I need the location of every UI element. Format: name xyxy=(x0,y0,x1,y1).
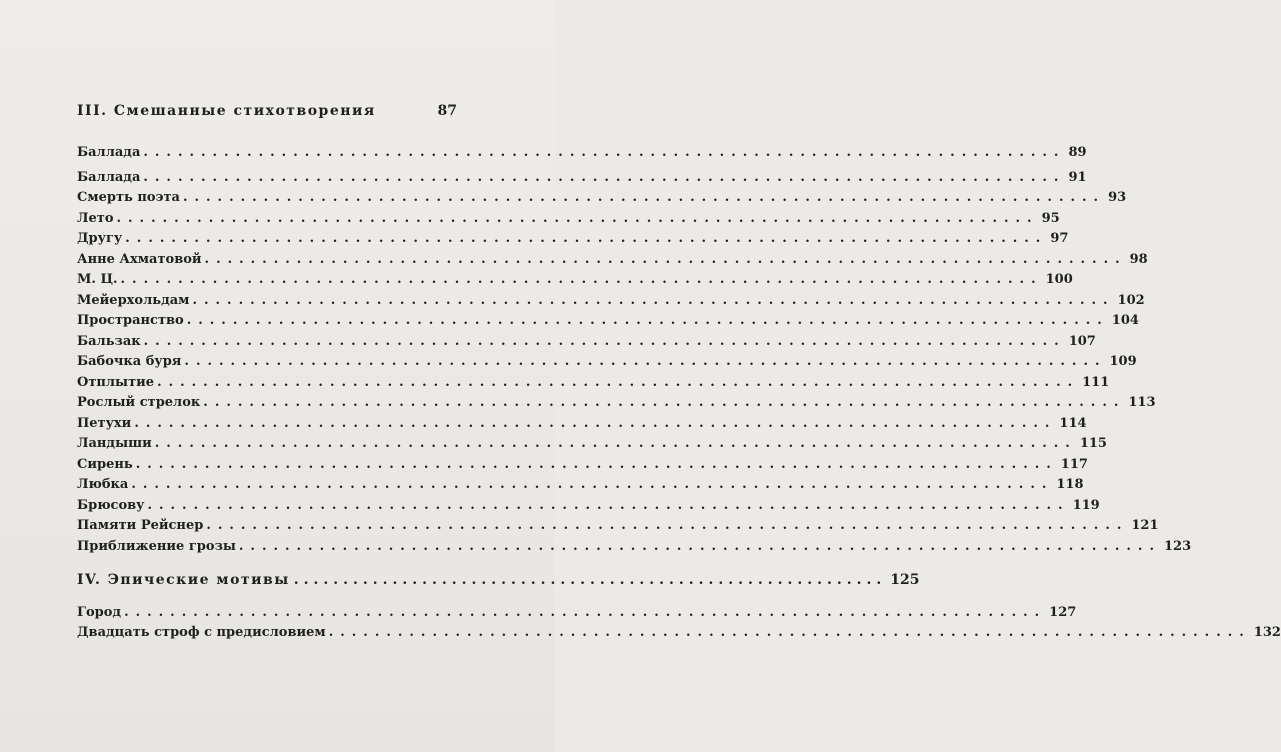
entry-title: Ландыши xyxy=(77,436,152,451)
dot-leader: ................................................................................ xyxy=(154,436,1077,451)
dot-leader: ................................................................................ xyxy=(143,334,1066,349)
entry-title: Памяти Рейснер xyxy=(77,518,204,533)
entry-title: М. Ц. xyxy=(77,272,118,287)
entry-title: Другу xyxy=(77,231,123,246)
entry-page-number: 114 xyxy=(1059,416,1087,431)
toc-entry xyxy=(77,354,1137,374)
entry-page-number: 89 xyxy=(1068,145,1087,160)
entry-title: Любка xyxy=(77,477,129,492)
entry-page-number: 91 xyxy=(1068,170,1087,185)
entry-title: Брюсову xyxy=(77,498,145,513)
entry-page-number: 102 xyxy=(1117,293,1145,308)
entry-page-number: 97 xyxy=(1050,231,1069,246)
toc-entry xyxy=(77,334,1096,354)
entry-page-number: 100 xyxy=(1045,272,1073,287)
dot-leader: ................................................................................ xyxy=(131,477,1054,492)
dot-leader: ................................................................................ xyxy=(182,190,1106,205)
toc-entry xyxy=(77,518,1159,538)
entry-title: Сирень xyxy=(77,457,133,472)
section-title: III. Смешанные стихотворения xyxy=(77,103,376,119)
entry-page-number: 119 xyxy=(1072,498,1100,513)
toc-entry xyxy=(77,436,1107,456)
entry-page-number: 111 xyxy=(1082,375,1110,390)
entry-page-number: 117 xyxy=(1060,457,1088,472)
dot-leader: ................................................................................ xyxy=(184,354,1107,369)
dot-leader: ................................................................................ xyxy=(120,272,1043,287)
dot-leader: ................................................................................ xyxy=(147,498,1070,513)
entry-title: Анне Ахматовой xyxy=(77,252,202,267)
toc-entry xyxy=(77,231,1069,251)
entry-title: Приближение грозы xyxy=(77,539,236,554)
toc-entry xyxy=(77,190,1127,210)
dot-leader: ................................................................................ xyxy=(204,252,1127,267)
dot-leader: ............................................................ xyxy=(293,572,887,588)
toc-entry xyxy=(77,313,1139,333)
dot-leader: ................................................................................ xyxy=(192,293,1115,308)
dot-leader: ................................................................................ xyxy=(206,518,1129,533)
entry-page-number: 107 xyxy=(1068,334,1096,349)
toc-entry xyxy=(77,395,1156,415)
entry-page-number: 115 xyxy=(1079,436,1107,451)
dot-leader: ................................................................................ xyxy=(135,457,1058,472)
entry-page-number: 118 xyxy=(1056,477,1084,492)
entry-page-number: 104 xyxy=(1111,313,1139,328)
section-page-number: 87 xyxy=(437,103,457,119)
section-heading-4 xyxy=(77,572,920,588)
entry-title: Рослый стрелок xyxy=(77,395,201,410)
entry-title: Баллада xyxy=(77,170,141,185)
toc-entry xyxy=(77,293,1145,313)
toc-entry xyxy=(77,498,1100,518)
toc-entry xyxy=(77,375,1110,395)
section-heading-3 xyxy=(77,103,457,119)
toc-entry xyxy=(77,457,1088,477)
entry-page-number: 123 xyxy=(1163,539,1192,554)
entry-page-number: 98 xyxy=(1129,252,1148,267)
entry-title: Петухи xyxy=(77,416,132,431)
dot-leader: ................................................................................ xyxy=(134,416,1057,431)
toc-entry xyxy=(77,539,1192,559)
entry-page-number: 109 xyxy=(1109,354,1137,369)
entry-title: Пространство xyxy=(77,313,184,328)
entry-title: Двадцать строф с предисловием xyxy=(77,625,326,640)
dot-leader: ................................................................................ xyxy=(143,170,1066,185)
toc-entry xyxy=(77,605,1077,625)
dot-leader: ................................................................................ xyxy=(124,605,1047,620)
entry-page-number: 95 xyxy=(1041,211,1060,226)
dot-leader: ................................................................................ xyxy=(125,231,1048,246)
section-title: IV. Эпические мотивы xyxy=(77,572,290,588)
entry-title: Лето xyxy=(77,211,114,226)
entry-page-number: 121 xyxy=(1131,518,1159,533)
entry-spacer: ................................................................................ xyxy=(143,145,1066,160)
toc-entry xyxy=(77,477,1084,497)
entry-page-number: 113 xyxy=(1128,395,1156,410)
toc-entry xyxy=(77,252,1148,272)
entry-title: Бабочка буря xyxy=(77,354,182,369)
toc-entry-first xyxy=(77,145,1087,165)
entry-title: Смерть поэта xyxy=(77,190,180,205)
dot-leader: ................................................................................ xyxy=(157,375,1080,390)
entry-page-number: 132 xyxy=(1253,625,1281,640)
toc-entry xyxy=(77,416,1087,436)
dot-leader: ................................................................................ xyxy=(116,211,1039,226)
toc-entry xyxy=(77,211,1060,231)
toc-entry xyxy=(77,625,1281,645)
entry-title: Баллада xyxy=(77,145,141,160)
dot-leader: ................................................................................ xyxy=(186,313,1109,328)
entry-page-number: 93 xyxy=(1108,190,1127,205)
entry-title: Отплытие xyxy=(77,375,155,390)
entry-title: Город xyxy=(77,605,122,620)
entry-title: Мейерхольдам xyxy=(77,293,190,308)
dot-leader: ................................................................................ xyxy=(203,395,1126,410)
entry-page-number: 127 xyxy=(1049,605,1077,620)
section-page-number: 125 xyxy=(890,572,920,588)
entry-title: Бальзак xyxy=(77,334,141,349)
toc-entry xyxy=(77,272,1073,292)
dot-leader: ................................................................................ xyxy=(328,625,1251,640)
dot-leader: ................................................................................ xyxy=(238,539,1161,554)
toc-entry xyxy=(77,170,1087,190)
